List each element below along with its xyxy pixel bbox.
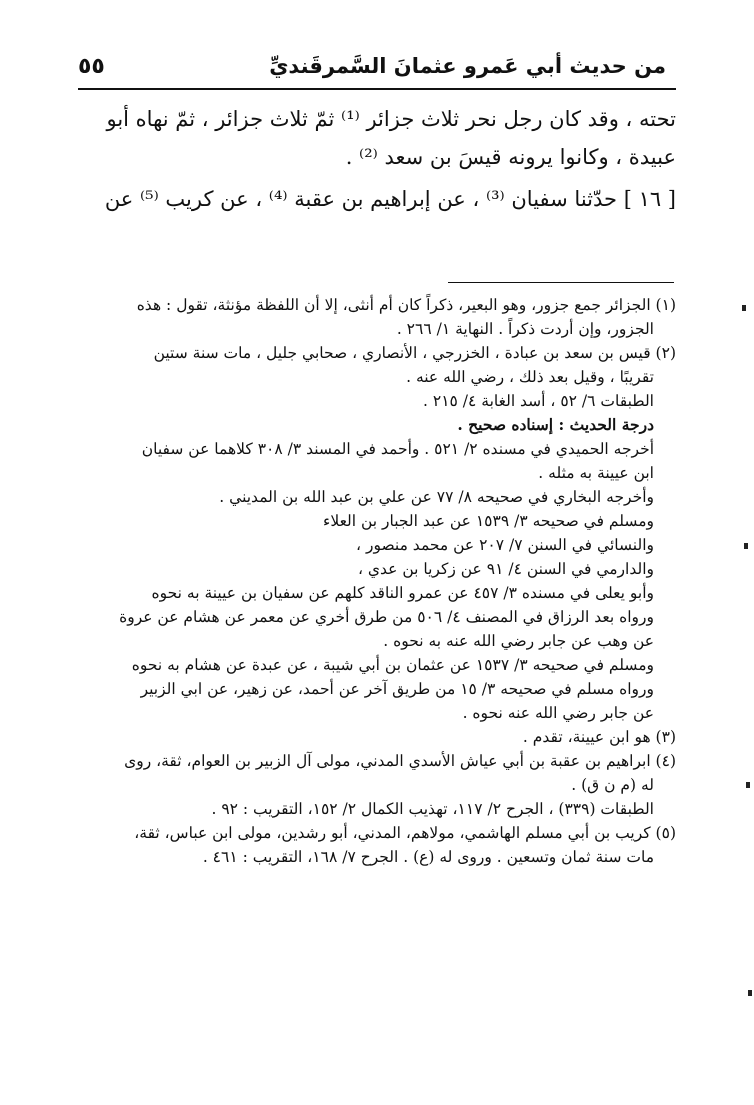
footnote-2-line: (٢) قيس بن سعد بن عبادة ، الخزرجي ، الأنصاري ، صحابي جليل ، مات سنة ستين [153,344,676,362]
hadith-grade-heading: درجة الحديث : إسناده صحيح . [457,415,654,434]
footnote-2-line: تقريبًا ، وقيل بعد ذلك ، رضي الله عنه . [406,368,654,386]
takhrij-line: ورواه مسلم في صحيحه ٣/ ١٥ من طريق آخر عن أحمد، عن زهير، عن ابي الزبير [140,680,654,698]
takhrij-line: عن وهب عن جابر رضي الله عنه به نحوه . [383,632,654,650]
takhrij-line: ورواه بعد الرزاق في المصنف ٤/ ٥٠٦ من طرق أخري عن معمر عن هشام عن عروة [119,608,654,626]
takhrij-line: والدارمي في السنن ٤/ ٩١ عن زكريا بن عدي ، [357,560,654,578]
takhrij-line: وأخرجه البخاري في صحيحه ٨/ ٧٧ عن علي بن عبد الله بن المديني . [219,488,654,506]
footnote-4-line: له (م ن ق) . [571,776,654,794]
footnotes [78,293,676,869]
hadith-16-line: [ ١٦ ] حدّثنا سفيان ⁽³⁾ ، عن إبراهيم بن عقبة ⁽⁴⁾ ، عن كريب ⁽⁵⁾ عن [104,187,676,211]
takhrij-line: ومسلم في صحيحه ٣/ ١٥٣٧ عن عثمان بن أبي شيبة ، عن عبدة عن هشام به نحوه [131,656,654,674]
takhrij-line: ابن عيينة به مثله . [538,464,654,482]
scan-mark [744,543,748,549]
footnote-5-line: (٥) كريب بن أبي مسلم الهاشمي، مولاهم، المدني، أبو رشدين، مولى ابن عباس، ثقة، [134,824,676,842]
footnote-1-line: الجزور، وإن أردت ذكراً . النهاية ١/ ٢٦٦ . [396,320,654,338]
scan-mark [746,782,750,788]
running-title: من حديث أبي عَمرو عثمانَ السَّمرقَنديِّ [269,54,666,78]
footnote-1-line: (١) الجزائر جمع جزور، وهو البعير، ذكراً كان أم أنثى، إلا أن اللفظة مؤنثة، تقول : هذه [136,296,676,314]
footnote-4-line: (٤) ابراهيم بن عقبة بن أبي عياش الأسدي المدني، مولى آل الزبير بن العوام، ثقة، روى [124,752,676,770]
main-text-line: عبيدة ، وكانوا يرونه قيسَ بن سعد ⁽²⁾ . [345,145,676,169]
footnote-separator [448,282,674,283]
scan-mark [748,990,752,996]
takhrij-line: عن جابر رضي الله عنه نحوه . [462,704,654,722]
takhrij-line: والنسائي في السنن ٧/ ٢٠٧ عن محمد منصور ، [356,536,654,554]
main-text [78,100,676,218]
takhrij-line: أخرجه الحميدي في مسنده ٢/ ٥٢١ . وأحمد في المسند ٣/ ٣٠٨ كلاهما عن سفيان [141,440,654,458]
footnote-3-line: (٣) هو ابن عيينة، تقدم . [522,728,676,746]
footnote-4-sources: الطبقات (٣٣٩) ، الجرح ٢/ ١١٧، تهذيب الكمال ٢/ ١٥٢، التقريب : ٩٢ . [211,800,654,818]
takhrij-line: ومسلم في صحيحه ٣/ ١٥٣٩ عن عبد الجبار بن العلاء [323,512,654,530]
footnote-2-sources: الطبقات ٦/ ٥٢ ، أسد الغابة ٤/ ٢١٥ . [423,392,654,410]
scan-mark [742,305,746,311]
takhrij-line: وأبو يعلى في مسنده ٣/ ٤٥٧ عن عمرو الناقد كلهم عن سفيان بن عيينة به نحوه [151,584,654,602]
main-text-line: تحته ، وقد كان رجل نحر ثلاث جزائر ⁽¹⁾ ثمّ ثلاث جزائر ، ثمّ نهاه أبو [106,107,676,131]
footnote-5-line: مات سنة ثمان وتسعين . وروى له (ع) . الجرح ٧/ ١٦٨، التقريب : ٤٦١ . [202,848,654,866]
page-header [78,48,676,90]
page-number: ٥٥ [78,54,105,79]
